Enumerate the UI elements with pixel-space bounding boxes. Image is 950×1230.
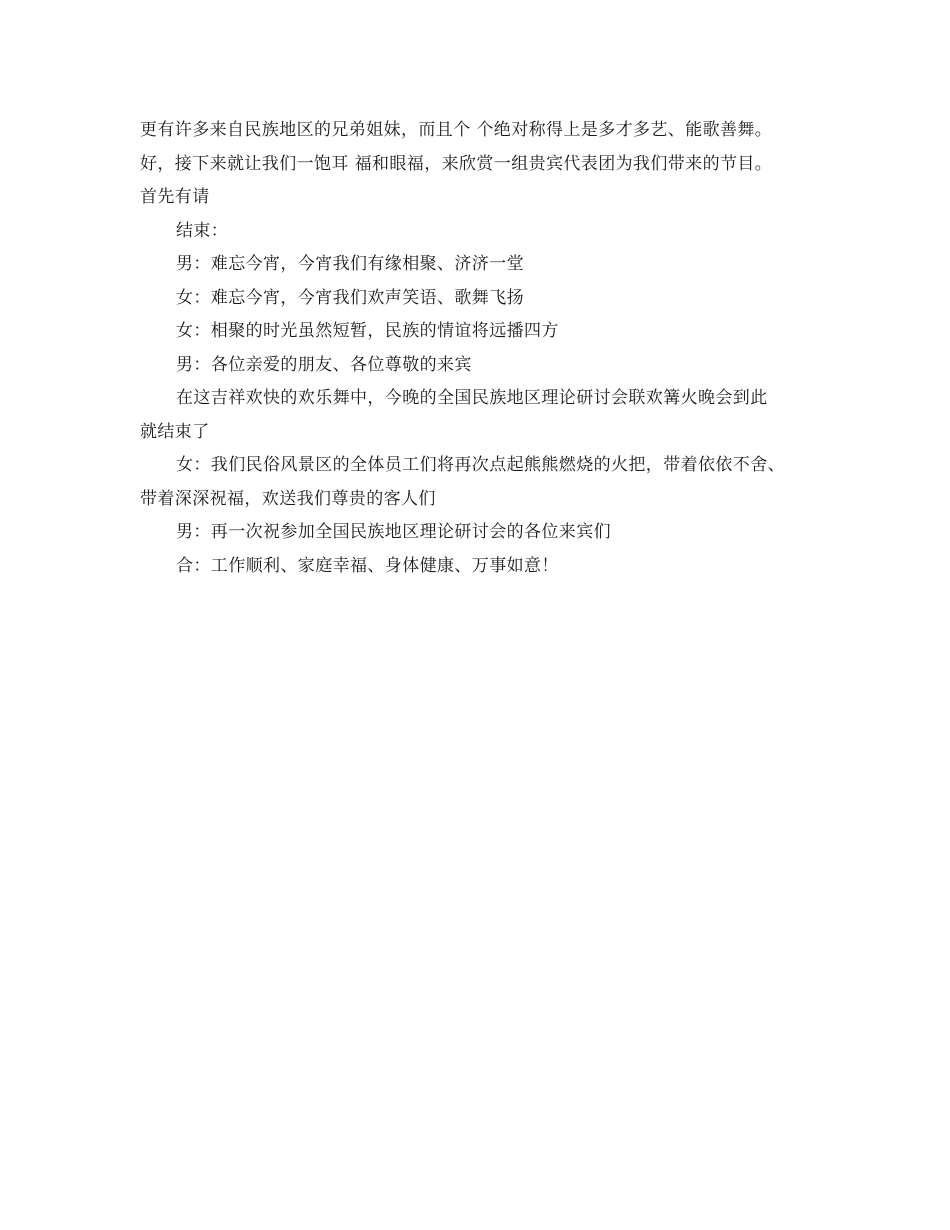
paragraph-dialogue [140,550,820,584]
text-line: 女：难忘今宵，今宵我们欢声笑语、歌舞飞扬 [176,287,524,308]
paragraph-intro [140,114,820,215]
text-line: 更有许多来自民族地区的兄弟姐妹，而且个 个绝对称得上是多才多艺、能歌善舞。 [140,120,773,140]
text-line: 女：我们民俗风景区的全体员工们将再次点起熊熊燃烧的火把，带着依依不舍、 [176,455,785,475]
paragraph-dialogue [140,315,820,349]
paragraph-closing [140,382,820,449]
paragraph-dialogue [140,449,820,516]
text-line: 男：各位亲爱的朋友、各位尊敬的来宾 [176,354,472,375]
paragraph-dialogue [140,349,820,383]
paragraph-dialogue [140,248,820,282]
text-line: 结束： [176,220,229,241]
paragraph-dialogue [140,516,820,550]
text-line: 男：难忘今宵，今宵我们有缘相聚、济济一堂 [176,254,524,274]
document-body [140,114,820,583]
text-line: 合：工作顺利、家庭幸福、身体健康、万事如意！ [176,555,559,576]
text-line: 女：相聚的时光虽然短暂，民族的情谊将远播四方 [176,321,559,341]
text-line: 首先有请 [140,187,210,207]
text-line: 好，接下来就让我们一饱耳 福和眼福，来欣赏一组贵宾代表团为我们带来的节目。 [140,153,773,174]
text-line-continued: 就结束了 [140,421,210,442]
text-line: 在这吉祥欢快的欢乐舞中，今晚的全国民族地区理论研讨会联欢篝火晚会到此 [176,388,768,408]
text-line: 男：再一次祝参加全国民族地区理论研讨会的各位来宾们 [176,522,611,542]
text-line-continued: 带着深深祝福，欢送我们尊贵的客人们 [140,488,436,509]
paragraph-ending-heading [140,215,820,249]
paragraph-dialogue [140,282,820,316]
